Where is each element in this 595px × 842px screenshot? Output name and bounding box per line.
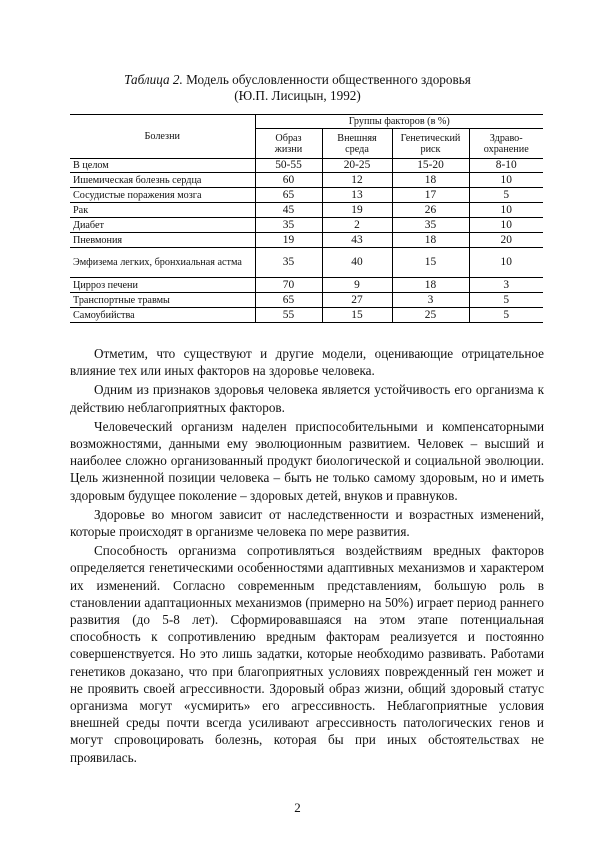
cell-value: 15-20	[392, 159, 469, 173]
cell-value: 9	[322, 278, 392, 293]
cell-value: 12	[322, 173, 392, 188]
table-caption	[0, 72, 595, 104]
table-row	[70, 218, 543, 233]
row-name: Эмфизема легких, бронхиальная астма	[70, 248, 255, 278]
row-header: Болезни	[70, 115, 255, 159]
cell-value: 17	[392, 188, 469, 203]
cell-value: 43	[322, 233, 392, 248]
cell-value: 5	[469, 293, 543, 308]
cell-value: 15	[392, 248, 469, 278]
caption-line-1	[0, 72, 595, 88]
caption-title: Модель обусловленности общественного здоровья	[186, 72, 471, 87]
cell-value: 19	[322, 203, 392, 218]
col-header-line: Генетический	[400, 132, 461, 144]
cell-value: 20	[469, 233, 543, 248]
paragraph: Здоровье во многом зависит от наследственности и возрастных изменений, которые происходят в организме человека по мере развития.	[70, 506, 544, 540]
col-header-line: Внешняя	[337, 132, 377, 144]
cell-value: 20-25	[322, 159, 392, 173]
caption-source: (Ю.П. Лисицын, 1992)	[234, 88, 361, 103]
cell-value: 35	[255, 218, 322, 233]
cell-value: 18	[392, 278, 469, 293]
row-name: Диабет	[70, 218, 255, 233]
col-header-line: жизни	[274, 143, 303, 155]
cell-value: 65	[255, 188, 322, 203]
cell-value: 5	[469, 188, 543, 203]
cell-value: 60	[255, 173, 322, 188]
cell-value: 10	[469, 173, 543, 188]
cell-value: 25	[392, 308, 469, 323]
group-header: Группы факторов (в %)	[255, 115, 543, 129]
cell-value: 18	[392, 233, 469, 248]
col-header-environment	[322, 129, 392, 159]
cell-value: 10	[469, 248, 543, 278]
row-name: Пневмония	[70, 233, 255, 248]
row-name: В целом	[70, 159, 255, 173]
col-header-line: риск	[420, 143, 441, 155]
row-name: Цирроз печени	[70, 278, 255, 293]
col-header-line: Образ	[275, 132, 302, 144]
table-row	[70, 293, 543, 308]
factors-table	[70, 114, 543, 323]
cell-value: 5	[469, 308, 543, 323]
col-header-line: среда	[345, 143, 369, 155]
cell-value: 18	[392, 173, 469, 188]
cell-value: 10	[469, 203, 543, 218]
paragraph: Одним из признаков здоровья человека является устойчивость его организма к действию неблагоприятных факторов.	[70, 382, 544, 415]
paragraph: Человеческий организм наделен приспособительными и компенсаторными возможностями, данными ему эволюционным развитием. Человек – высший и наиболее сложно организованный продукт биологической и социальной эволюции. Цель жизненной позиции человека – быть не только самому здоровым, но и иметь здоровым будущее поколение – здоровых детей, внуков и правнуков.	[70, 418, 544, 503]
row-name: Транспортные травмы	[70, 293, 255, 308]
table-row	[70, 188, 543, 203]
table-row	[70, 248, 543, 278]
cell-value: 19	[255, 233, 322, 248]
cell-value: 13	[322, 188, 392, 203]
cell-value: 45	[255, 203, 322, 218]
col-header-genetic	[392, 129, 469, 159]
row-name: Рак	[70, 203, 255, 218]
cell-value: 3	[392, 293, 469, 308]
cell-value: 10	[469, 218, 543, 233]
table-row	[70, 173, 543, 188]
cell-value: 35	[255, 248, 322, 278]
cell-value: 50-55	[255, 159, 322, 173]
cell-value: 3	[469, 278, 543, 293]
cell-value: 15	[322, 308, 392, 323]
cell-value: 8-10	[469, 159, 543, 173]
row-name: Сосудистые поражения мозга	[70, 188, 255, 203]
page-number: 2	[294, 800, 301, 815]
cell-value: 70	[255, 278, 322, 293]
col-header-healthcare	[469, 129, 543, 159]
cell-value: 55	[255, 308, 322, 323]
body-text	[70, 345, 544, 766]
caption-label: Таблица 2.	[124, 72, 183, 87]
cell-value: 26	[392, 203, 469, 218]
row-name: Самоубийства	[70, 308, 255, 323]
paragraph: Отметим, что существуют и другие модели, оценивающие отрицательное влияние тех или иных факторов на здоровье человека.	[70, 346, 544, 379]
cell-value: 40	[322, 248, 392, 278]
col-header-line: Здраво-	[489, 132, 523, 144]
cell-value: 65	[255, 293, 322, 308]
table-row	[70, 278, 543, 293]
cell-value: 2	[322, 218, 392, 233]
col-header-lifestyle	[255, 129, 322, 159]
table-row	[70, 159, 543, 173]
cell-value: 27	[322, 293, 392, 308]
cell-value: 35	[392, 218, 469, 233]
table-row	[70, 203, 543, 218]
paragraph: Способность организма сопротивляться воздействиям вредных факторов определяется генетическими особенностями адаптивных механизмов и характером их изменений. Согласно современным представлениям, большую роль в становлении адаптационных механизмов (примерно на 50%) играет период раннего развития (до 5-8 лет). Сформировавшаяся на этом этапе потенциальная способность к сопротивлению вредным факторам реализуется и постоянно совершенствуется. Но это лишь задатки, которые необходимо развивать. Работами генетиков доказано, что при благоприятных условиях поврежденный ген может и не проявить своей агрессивности. Здоровый образ жизни, общий здоровый статус организма могут «усмирить» его агрессивность. Неблагоприятные условия внешней среды почти всегда усиливают агрессивность патологических генов и могут спровоцировать болезнь, которая бы при иных обстоятельствах не проявилась.	[70, 543, 544, 765]
row-name: Ишемическая болезнь сердца	[70, 173, 255, 188]
table-row	[70, 308, 543, 323]
col-header-line: охранение	[483, 143, 529, 155]
table-row	[70, 233, 543, 248]
